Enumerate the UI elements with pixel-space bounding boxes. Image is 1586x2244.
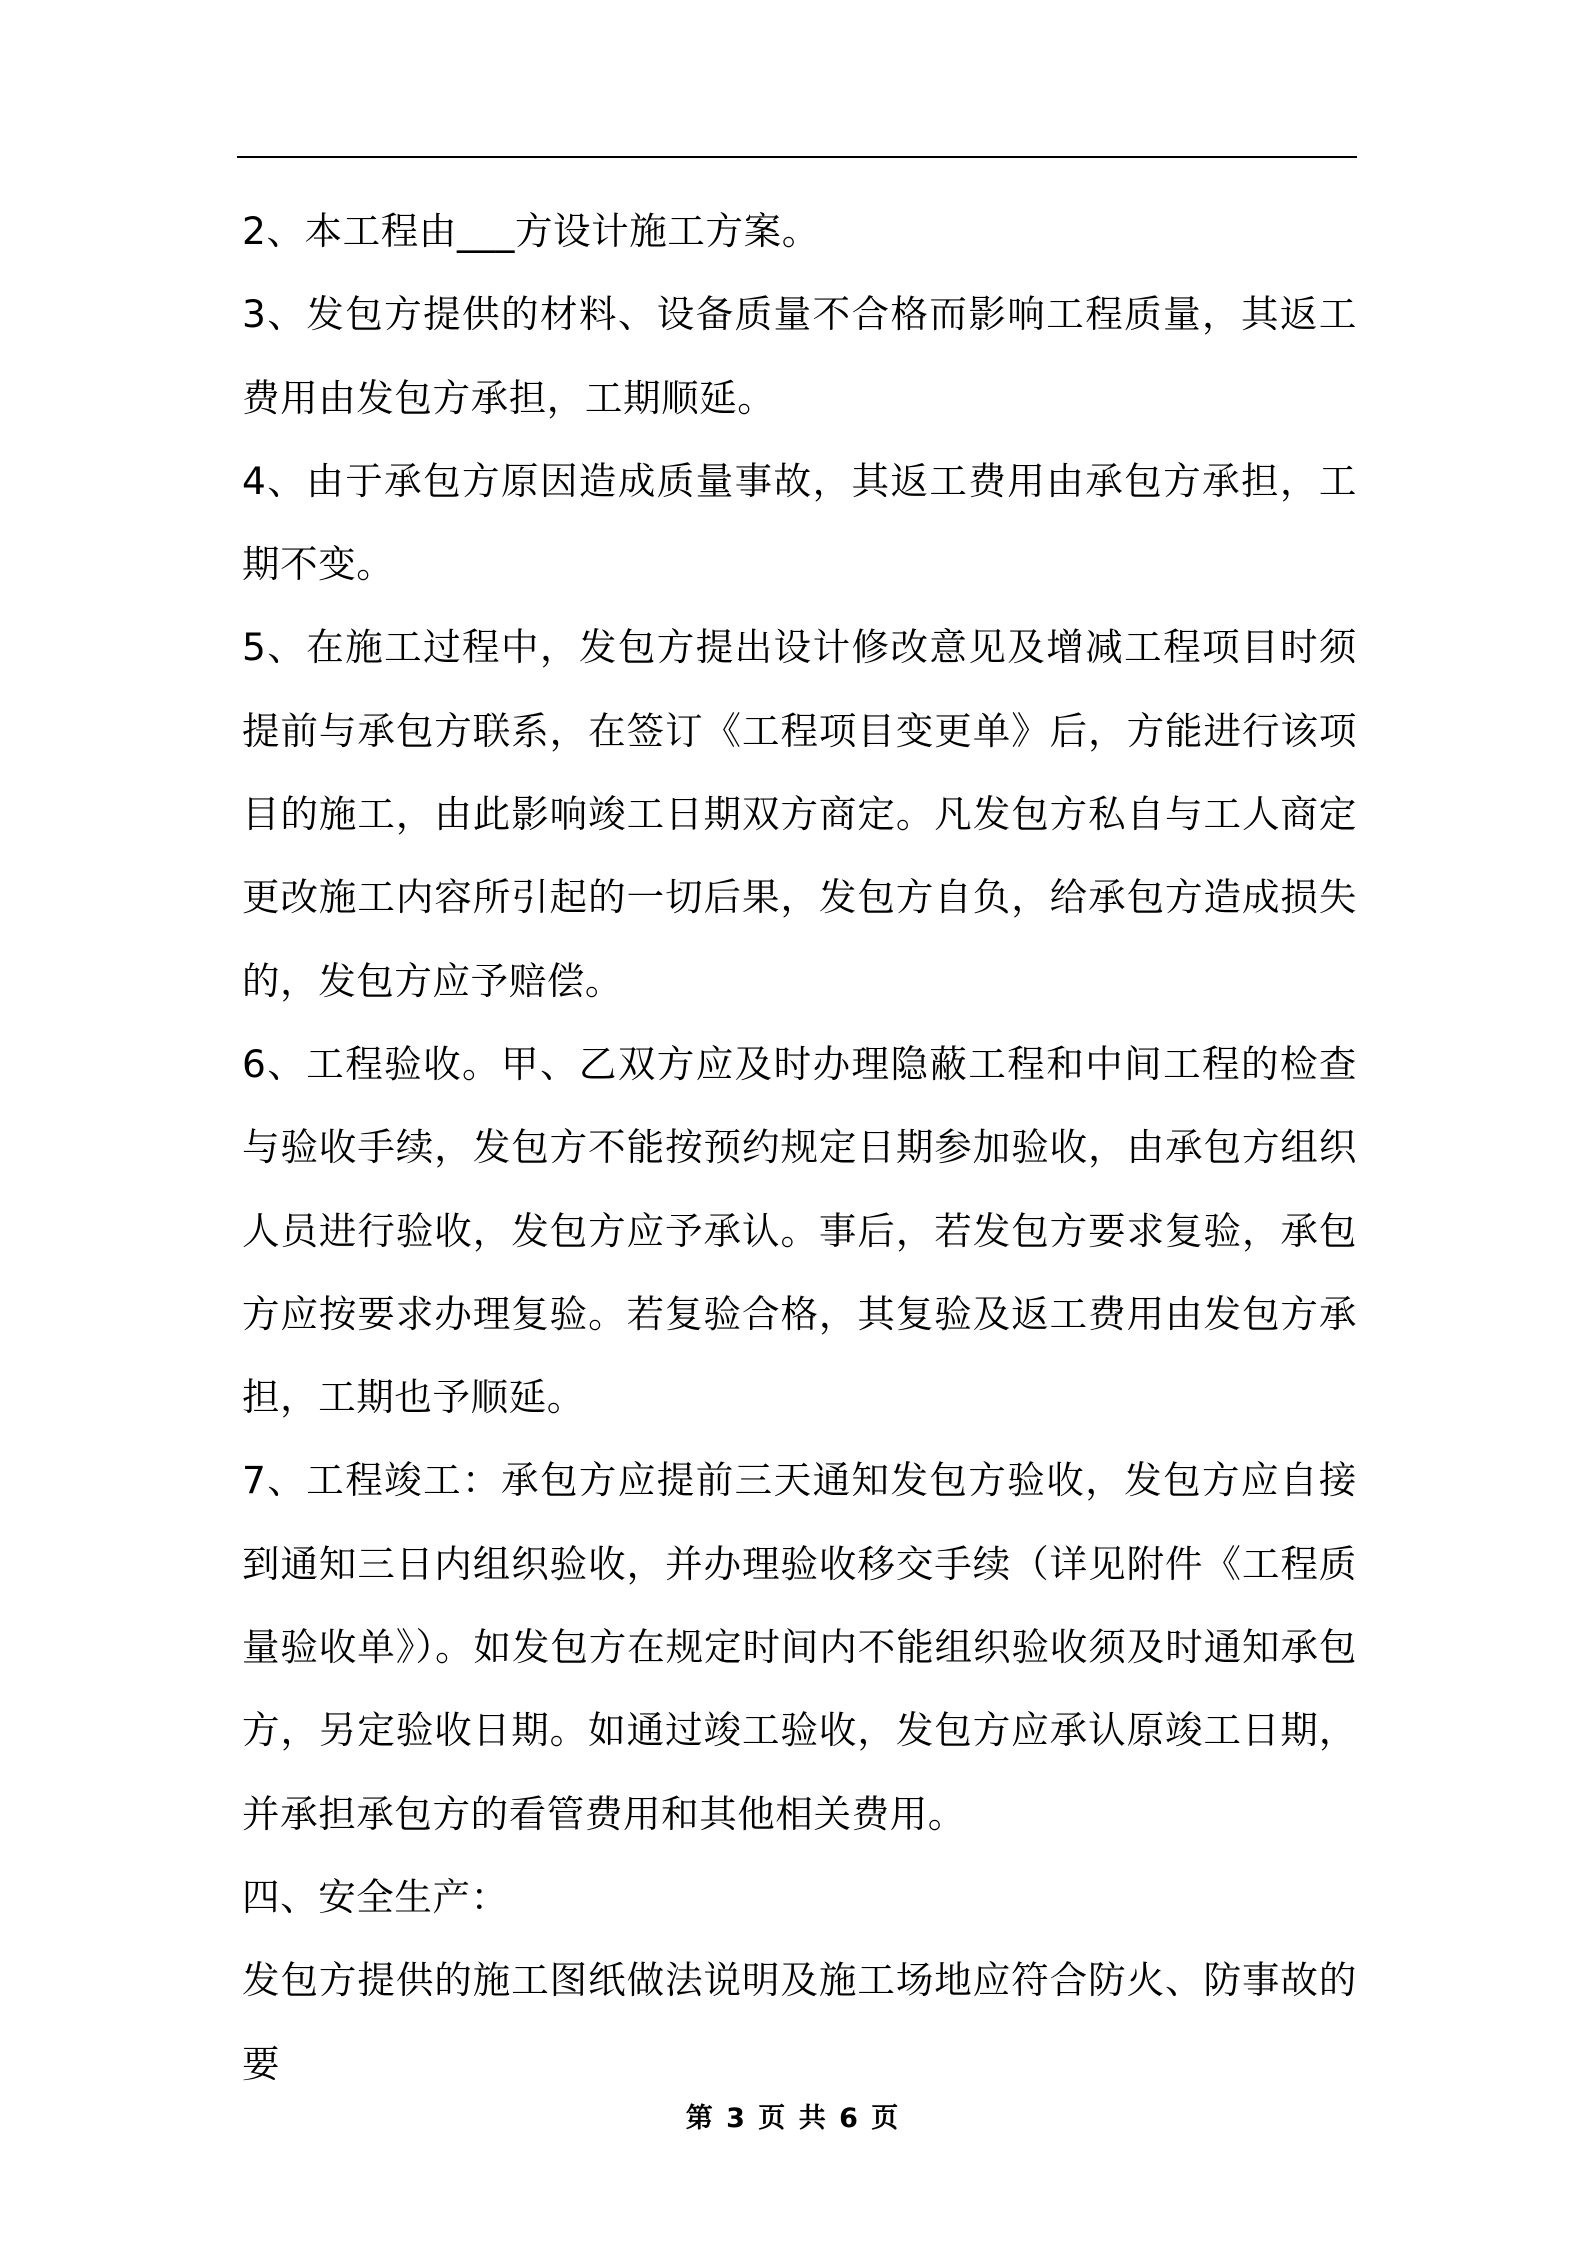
- safety-paragraph: 发包方提供的施工图纸做法说明及施工场地应符合防火、防事故的要: [242, 1958, 1357, 2086]
- clause-7: 7、工程竣工：承包方应提前三天通知发包方验收，发包方应自接到通知三日内组织验收，并办理验收移交手续（详见附件《工程质量验收单》）。如发包方在规定时间内不能组织验收须及时通知承包方，另定验收日期。如通过竣工验收，发包方应承认原竣工日期，并承担承包方的看管费用和其他相关费用。: [242, 1458, 1357, 1836]
- page-number-footer: 第 3 页 共 6 页: [685, 2103, 901, 2134]
- header-rule: [237, 156, 1357, 158]
- clause-4: 4、由于承包方原因造成质量事故，其返工费用由承包方承担，工期不变。: [242, 458, 1357, 587]
- clause-3: 3、发包方提供的材料、设备质量不合格而影响工程质量，其返工费用由发包方承担，工期顺延。: [242, 292, 1357, 420]
- section-heading-safety: 四、安全生产：: [242, 1874, 509, 1919]
- clause-2: 2、本工程由___方设计施工方案。: [242, 209, 820, 253]
- clause-6: 6、工程验收。甲、乙双方应及时办理隐蔽工程和中间工程的检查与验收手续，发包方不能按预约规定日期参加验收，由承包方组织人员进行验收，发包方应予承认。事后，若发包方要求复验，承包方应按要求办理复验。若复验合格，其复验及返工费用由发包方承担，工期也予顺延。: [242, 1041, 1357, 1420]
- body-text: [242, 190, 1357, 2106]
- clause-5: 5、在施工过程中，发包方提出设计修改意见及增减工程项目时须提前与承包方联系，在签订《工程项目变更单》后，方能进行该项目的施工，由此影响竣工日期双方商定。凡发包方私自与工人商定更改施工内容所引起的一切后果，发包方自负，给承包方造成损失的，发包方应予赔偿。: [242, 625, 1357, 1003]
